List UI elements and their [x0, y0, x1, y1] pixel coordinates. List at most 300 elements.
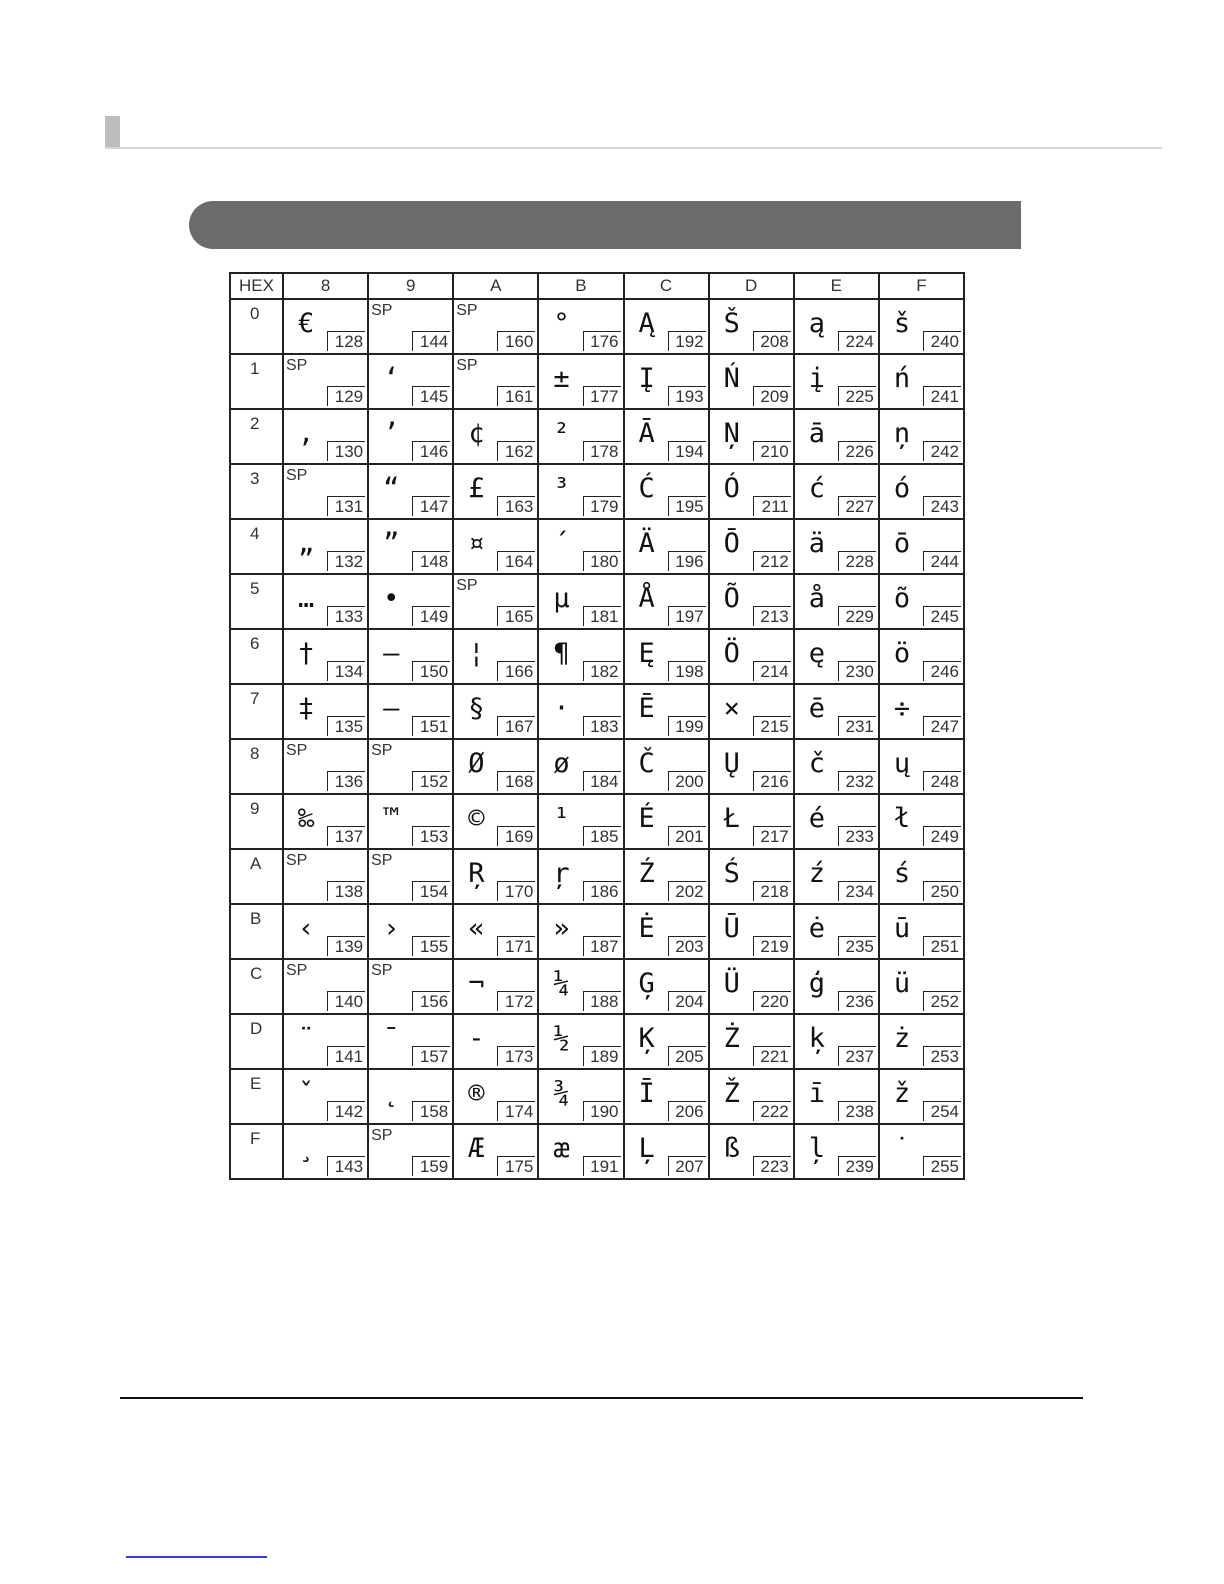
char-cell [879, 1069, 964, 1124]
char-cell [624, 849, 709, 904]
char-glyph: Ć [638, 473, 655, 504]
decimal-code: 182 [583, 661, 621, 681]
char-glyph: ½ [553, 1023, 570, 1054]
char-glyph: © [468, 803, 485, 834]
char-glyph: Ķ [638, 1023, 655, 1054]
decimal-code: 246 [923, 661, 961, 681]
char-cell [624, 409, 709, 464]
char-cell [283, 904, 368, 959]
char-glyph: õ [893, 583, 911, 614]
char-glyph: Ż [723, 1023, 740, 1054]
table-row [230, 354, 964, 409]
char-glyph: Ė [638, 913, 655, 944]
decimal-code: 156 [412, 991, 450, 1011]
char-cell [709, 684, 794, 739]
char-cell [879, 794, 964, 849]
space-label: SP [456, 357, 478, 374]
row-header: 6 [230, 629, 283, 684]
char-glyph: Ē [638, 693, 655, 724]
decimal-code: 150 [412, 661, 450, 681]
char-glyph: Ā [638, 418, 655, 449]
char-glyph: ³ [553, 473, 570, 504]
char-cell [283, 519, 368, 574]
char-cell [283, 354, 368, 409]
char-cell [283, 739, 368, 794]
char-cell [794, 299, 879, 354]
decimal-code: 255 [923, 1156, 961, 1176]
space-label: SP [371, 852, 393, 869]
decimal-code: 175 [497, 1156, 535, 1176]
space-label: SP [286, 852, 308, 869]
char-glyph: č [808, 748, 826, 779]
char-glyph: ä [808, 528, 826, 559]
decimal-code: 237 [838, 1046, 876, 1066]
hex-corner-header: HEX [230, 273, 283, 299]
char-cell [709, 299, 794, 354]
char-cell [794, 959, 879, 1014]
decimal-code: 186 [583, 881, 621, 901]
decimal-code: 249 [923, 826, 961, 846]
table-row [230, 1124, 964, 1179]
char-cell [283, 849, 368, 904]
decimal-code: 245 [923, 606, 961, 626]
char-cell [624, 1014, 709, 1069]
char-cell [283, 1069, 368, 1124]
char-glyph: ņ [893, 418, 911, 449]
char-cell [709, 1014, 794, 1069]
decimal-code: 219 [753, 936, 791, 956]
char-glyph: ® [468, 1078, 485, 1109]
char-glyph: ¦ [468, 638, 485, 669]
decimal-code: 231 [838, 716, 876, 736]
row-header: 1 [230, 354, 283, 409]
char-glyph: Ü [723, 968, 740, 999]
char-glyph: ‘ [383, 363, 400, 394]
char-glyph: ¬ [468, 968, 485, 999]
char-cell [368, 409, 453, 464]
row-header: 4 [230, 519, 283, 574]
decimal-code: 224 [838, 331, 876, 351]
char-cell [879, 684, 964, 739]
char-cell [794, 739, 879, 794]
decimal-code: 165 [497, 606, 535, 626]
space-label: SP [286, 357, 308, 374]
char-glyph: ‡ [298, 693, 315, 724]
decimal-code: 230 [838, 661, 876, 681]
char-cell [368, 1069, 453, 1124]
decimal-code: 145 [412, 386, 450, 406]
row-header: 8 [230, 739, 283, 794]
char-glyph: Ö [723, 638, 740, 669]
decimal-code: 204 [668, 991, 706, 1011]
row-header: 9 [230, 794, 283, 849]
char-glyph: Ä [638, 528, 655, 559]
char-cell [879, 354, 964, 409]
char-glyph: Ź [638, 858, 655, 889]
table-row [230, 684, 964, 739]
decimal-code: 136 [327, 771, 365, 791]
decimal-code: 173 [497, 1046, 535, 1066]
decimal-code: 223 [753, 1156, 791, 1176]
decimal-code: 132 [327, 551, 365, 571]
decimal-code: 244 [923, 551, 961, 571]
decimal-code: 141 [327, 1046, 365, 1066]
decimal-code: 210 [753, 441, 791, 461]
char-cell [879, 959, 964, 1014]
char-glyph: ę [808, 638, 826, 669]
char-glyph: Ę [638, 638, 655, 669]
char-cell [368, 519, 453, 574]
char-glyph: ¨ [298, 1023, 315, 1054]
char-cell [283, 464, 368, 519]
char-cell [283, 299, 368, 354]
char-cell [709, 629, 794, 684]
decimal-code: 205 [668, 1046, 706, 1066]
char-cell [453, 904, 538, 959]
decimal-code: 164 [497, 551, 535, 571]
char-cell [453, 574, 538, 629]
char-cell [794, 629, 879, 684]
char-cell [368, 739, 453, 794]
char-cell [453, 849, 538, 904]
column-header: D [709, 273, 794, 299]
char-glyph: Õ [723, 583, 740, 614]
char-glyph: † [298, 638, 315, 669]
char-cell [879, 1124, 964, 1179]
decimal-code: 240 [923, 331, 961, 351]
decimal-code: 137 [327, 826, 365, 846]
char-cell [283, 409, 368, 464]
column-header: F [879, 273, 964, 299]
char-cell [453, 629, 538, 684]
char-cell [283, 1014, 368, 1069]
char-glyph: € [298, 308, 315, 339]
char-glyph: • [383, 583, 400, 614]
decimal-code: 187 [583, 936, 621, 956]
decimal-code: 200 [668, 771, 706, 791]
decimal-code: 159 [412, 1156, 450, 1176]
char-cell [453, 1014, 538, 1069]
column-header: B [538, 273, 623, 299]
char-glyph: ś [893, 858, 911, 889]
char-glyph: ˙ [893, 1133, 911, 1164]
decimal-code: 155 [412, 936, 450, 956]
decimal-code: 170 [497, 881, 535, 901]
char-cell [794, 1014, 879, 1069]
column-header: C [624, 273, 709, 299]
decimal-code: 221 [753, 1046, 791, 1066]
decimal-code: 178 [583, 441, 621, 461]
char-cell [368, 299, 453, 354]
decimal-code: 252 [923, 991, 961, 1011]
decimal-code: 149 [412, 606, 450, 626]
char-glyph: » [553, 913, 570, 944]
char-cell [624, 464, 709, 519]
char-cell [453, 684, 538, 739]
char-cell [538, 574, 623, 629]
column-header: E [794, 273, 879, 299]
decimal-code: 253 [923, 1046, 961, 1066]
decimal-code: 208 [753, 331, 791, 351]
row-header: E [230, 1069, 283, 1124]
decimal-code: 154 [412, 881, 450, 901]
char-glyph: é [808, 803, 826, 834]
char-cell [709, 1069, 794, 1124]
table-row [230, 959, 964, 1014]
decimal-code: 198 [668, 661, 706, 681]
char-cell [538, 464, 623, 519]
char-cell [538, 1069, 623, 1124]
char-glyph: É [638, 803, 655, 834]
table-header-row [230, 273, 964, 299]
decimal-code: 227 [838, 496, 876, 516]
decimal-code: 218 [753, 881, 791, 901]
char-cell [624, 574, 709, 629]
char-glyph: Æ [468, 1133, 485, 1164]
char-glyph: ÷ [893, 693, 911, 724]
char-cell [709, 464, 794, 519]
char-glyph: ļ [808, 1133, 826, 1164]
char-cell [709, 574, 794, 629]
decimal-code: 225 [838, 386, 876, 406]
section-marker [105, 116, 120, 148]
decimal-code: 128 [327, 331, 365, 351]
decimal-code: 167 [497, 716, 535, 736]
char-cell [368, 574, 453, 629]
table-row [230, 464, 964, 519]
decimal-code: 196 [668, 551, 706, 571]
char-glyph: ų [893, 748, 911, 779]
char-glyph: ž [893, 1078, 911, 1109]
decimal-code: 242 [923, 441, 961, 461]
decimal-code: 194 [668, 441, 706, 461]
table-title-bar [189, 201, 1021, 249]
decimal-code: 157 [412, 1046, 450, 1066]
char-cell [368, 684, 453, 739]
char-glyph: ø [553, 748, 570, 779]
char-cell [283, 794, 368, 849]
char-glyph: – [383, 638, 400, 669]
char-cell [368, 354, 453, 409]
char-glyph: ē [808, 693, 826, 724]
char-glyph: ¶ [553, 638, 570, 669]
decimal-code: 203 [668, 936, 706, 956]
char-cell [709, 794, 794, 849]
decimal-code: 193 [668, 386, 706, 406]
char-glyph: Ą [638, 308, 655, 339]
char-cell [794, 519, 879, 574]
char-cell [709, 1124, 794, 1179]
char-cell [624, 1124, 709, 1179]
char-cell [794, 794, 879, 849]
column-header: A [453, 273, 538, 299]
decimal-code: 135 [327, 716, 365, 736]
decimal-code: 201 [668, 826, 706, 846]
decimal-code: 179 [583, 496, 621, 516]
space-label: SP [456, 302, 478, 319]
char-glyph: Ø [468, 748, 485, 779]
char-cell [283, 959, 368, 1014]
decimal-code: 202 [668, 881, 706, 901]
char-glyph: … [298, 583, 315, 614]
char-cell [624, 629, 709, 684]
char-glyph: ń [893, 363, 911, 394]
decimal-code: 144 [412, 331, 450, 351]
char-glyph: Å [638, 583, 655, 614]
char-cell [879, 849, 964, 904]
char-glyph: ¾ [553, 1078, 570, 1109]
char-glyph: Ž [723, 1078, 740, 1109]
char-cell [453, 519, 538, 574]
table-row [230, 739, 964, 794]
char-cell [879, 1014, 964, 1069]
space-label: SP [371, 962, 393, 979]
decimal-code: 250 [923, 881, 961, 901]
decimal-code: 131 [327, 496, 365, 516]
char-glyph: Ś [723, 858, 740, 889]
column-header: 9 [368, 273, 453, 299]
char-cell [283, 574, 368, 629]
char-cell [794, 684, 879, 739]
space-label: SP [371, 1127, 393, 1144]
char-glyph: ¼ [553, 968, 570, 999]
char-glyph: Ł [723, 803, 740, 834]
decimal-code: 197 [668, 606, 706, 626]
decimal-code: 192 [668, 331, 706, 351]
char-cell [879, 299, 964, 354]
char-cell [453, 299, 538, 354]
char-cell [624, 739, 709, 794]
char-glyph: ŗ [553, 858, 570, 889]
char-cell [879, 519, 964, 574]
char-glyph: ż [893, 1023, 911, 1054]
decimal-code: 207 [668, 1156, 706, 1176]
decimal-code: 172 [497, 991, 535, 1011]
char-glyph: ó [893, 473, 911, 504]
char-cell [538, 849, 623, 904]
char-cell [624, 959, 709, 1014]
char-cell [453, 1124, 538, 1179]
decimal-code: 222 [753, 1101, 791, 1121]
char-cell [368, 849, 453, 904]
char-glyph: Š [723, 308, 740, 339]
decimal-code: 238 [838, 1101, 876, 1121]
char-cell [709, 959, 794, 1014]
decimal-code: 212 [753, 551, 791, 571]
char-cell [879, 574, 964, 629]
char-glyph: į [808, 363, 826, 394]
decimal-code: 213 [753, 606, 791, 626]
decimal-code: 229 [838, 606, 876, 626]
char-glyph: ė [808, 913, 826, 944]
table-row [230, 849, 964, 904]
char-glyph: å [808, 583, 826, 614]
char-cell [879, 904, 964, 959]
char-cell [538, 354, 623, 409]
decimal-code: 232 [838, 771, 876, 791]
char-cell [879, 409, 964, 464]
decimal-code: 241 [923, 386, 961, 406]
decimal-code: 185 [583, 826, 621, 846]
char-cell [538, 739, 623, 794]
decimal-code: 143 [327, 1156, 365, 1176]
decimal-code: 160 [497, 331, 535, 351]
char-glyph: ī [808, 1078, 826, 1109]
row-header: 7 [230, 684, 283, 739]
char-cell [283, 1124, 368, 1179]
char-cell [368, 464, 453, 519]
character-code-table [229, 272, 965, 1180]
char-glyph: ¢ [468, 418, 485, 449]
decimal-code: 140 [327, 991, 365, 1011]
decimal-code: 189 [583, 1046, 621, 1066]
decimal-code: 168 [497, 771, 535, 791]
char-glyph: ² [553, 418, 570, 449]
decimal-code: 233 [838, 826, 876, 846]
char-glyph: ° [553, 308, 570, 339]
char-cell [624, 684, 709, 739]
decimal-code: 129 [327, 386, 365, 406]
decimal-code: 130 [327, 441, 365, 461]
char-glyph: ™ [383, 803, 400, 834]
char-glyph: Ģ [638, 968, 655, 999]
decimal-code: 195 [668, 496, 706, 516]
char-glyph: ˛ [383, 1078, 400, 1109]
char-glyph: ö [893, 638, 911, 669]
decimal-code: 142 [327, 1101, 365, 1121]
row-header: F [230, 1124, 283, 1179]
char-cell [624, 354, 709, 409]
decimal-code: 191 [583, 1156, 621, 1176]
char-glyph: ō [893, 528, 911, 559]
footer-link-underline [126, 1556, 267, 1558]
char-cell [453, 354, 538, 409]
char-cell [879, 464, 964, 519]
decimal-code: 228 [838, 551, 876, 571]
char-cell [283, 629, 368, 684]
char-glyph: ć [808, 473, 826, 504]
char-cell [879, 629, 964, 684]
row-header: 2 [230, 409, 283, 464]
char-glyph: ¹ [553, 803, 570, 834]
char-glyph: ķ [808, 1023, 826, 1054]
decimal-code: 190 [583, 1101, 621, 1121]
decimal-code: 188 [583, 991, 621, 1011]
decimal-code: 133 [327, 606, 365, 626]
table-body [230, 299, 964, 1179]
char-cell [453, 959, 538, 1014]
char-glyph: š [893, 308, 911, 339]
char-glyph: µ [553, 583, 570, 614]
decimal-code: 181 [583, 606, 621, 626]
char-cell [709, 904, 794, 959]
char-cell [794, 409, 879, 464]
decimal-code: 158 [412, 1101, 450, 1121]
char-glyph: Ō [723, 528, 740, 559]
char-glyph: Č [638, 748, 655, 779]
char-cell [538, 409, 623, 464]
char-cell [624, 299, 709, 354]
char-cell [538, 959, 623, 1014]
char-glyph: ł [893, 803, 911, 834]
char-cell [624, 1069, 709, 1124]
decimal-code: 247 [923, 716, 961, 736]
char-glyph: „ [298, 528, 315, 559]
char-cell [709, 849, 794, 904]
decimal-code: 217 [753, 826, 791, 846]
char-cell [538, 299, 623, 354]
decimal-code: 226 [838, 441, 876, 461]
